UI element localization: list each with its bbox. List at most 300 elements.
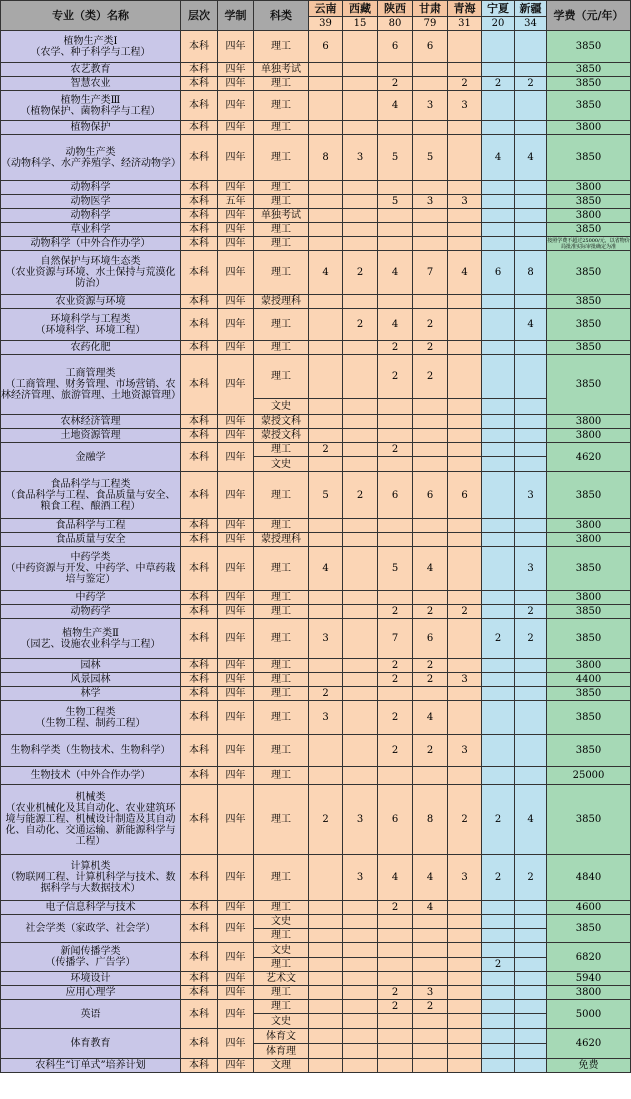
fee-cell: 6820 <box>547 943 631 972</box>
major-name: 应用心理学 <box>1 986 181 1000</box>
quota-cell: 3 <box>413 91 448 121</box>
category-cell: 理工 <box>254 135 309 181</box>
quota-cell <box>309 958 343 972</box>
quota-cell: 3 <box>309 701 343 735</box>
quota-shaanxi: 80 <box>378 17 413 31</box>
duration-cell: 四年 <box>218 135 254 181</box>
level-cell: 本科 <box>181 77 218 91</box>
table-row <box>1 591 631 605</box>
table-row <box>1 295 631 309</box>
quota-cell <box>309 195 343 209</box>
fee-cell: 3800 <box>547 181 631 195</box>
quota-cell: 3 <box>343 855 378 901</box>
level-cell: 本科 <box>181 673 218 687</box>
fee-cell: 3850 <box>547 195 631 209</box>
quota-cell <box>378 519 413 533</box>
quota-cell: 3 <box>309 619 343 659</box>
quota-cell <box>448 415 482 429</box>
quota-cell <box>448 659 482 673</box>
fee-cell: 3850 <box>547 355 631 415</box>
table-row <box>1 121 631 135</box>
quota-cell <box>482 91 515 121</box>
quota-cell <box>515 1059 547 1073</box>
major-name: 农林经济管理 <box>1 415 181 429</box>
quota-cell <box>343 958 378 972</box>
major-name: 电子信息科学与技术 <box>1 901 181 915</box>
quota-cell <box>378 687 413 701</box>
category-cell: 理工 <box>254 855 309 901</box>
quota-cell: 4 <box>448 251 482 295</box>
header-name: 专业（类）名称 <box>1 1 181 31</box>
category-cell: 理工 <box>254 901 309 915</box>
quota-cell: 2 <box>515 77 547 91</box>
fee-cell: 5000 <box>547 1000 631 1029</box>
level-cell: 本科 <box>181 309 218 341</box>
quota-cell <box>413 943 448 958</box>
table-row <box>1 63 631 77</box>
duration-cell: 五年 <box>218 195 254 209</box>
header-province-xizang: 西藏 <box>343 1 378 17</box>
quota-cell: 2 <box>343 472 378 519</box>
category-cell: 理工 <box>254 181 309 195</box>
quota-cell <box>309 1014 343 1029</box>
quota-cell <box>448 355 482 399</box>
category-cell: 艺术文 <box>254 972 309 986</box>
major-name: 植物生产类Ⅲ （植物保护、菌物科学与工程） <box>1 91 181 121</box>
duration-cell: 四年 <box>218 972 254 986</box>
quota-cell <box>448 943 482 958</box>
level-cell: 本科 <box>181 31 218 63</box>
duration-cell: 四年 <box>218 767 254 785</box>
quota-cell <box>343 619 378 659</box>
fee-cell: 3800 <box>547 533 631 547</box>
quota-cell <box>515 519 547 533</box>
category-cell: 理工 <box>254 619 309 659</box>
quota-cell <box>482 767 515 785</box>
quota-cell <box>413 443 448 457</box>
fee-cell: 3850 <box>547 63 631 77</box>
level-cell: 本科 <box>181 785 218 855</box>
level-cell: 本科 <box>181 735 218 767</box>
category-cell: 文史 <box>254 457 309 472</box>
level-cell: 本科 <box>181 547 218 591</box>
quota-cell <box>378 237 413 251</box>
quota-cell <box>482 121 515 135</box>
duration-cell: 四年 <box>218 31 254 63</box>
major-name: 土地资源管理 <box>1 429 181 443</box>
quota-cell <box>378 929 413 943</box>
level-cell: 本科 <box>181 135 218 181</box>
category-cell: 理工 <box>254 767 309 785</box>
major-name: 植物生产类Ⅱ （园艺、设施农业科学与工程） <box>1 619 181 659</box>
quota-cell <box>482 209 515 223</box>
table-row <box>1 673 631 687</box>
quota-cell <box>515 533 547 547</box>
quota-cell <box>482 355 515 399</box>
quota-cell <box>515 443 547 457</box>
quota-cell <box>448 399 482 415</box>
quota-cell: 4 <box>309 547 343 591</box>
fee-cell: 3850 <box>547 251 631 295</box>
quota-cell <box>482 915 515 929</box>
duration-cell: 四年 <box>218 687 254 701</box>
major-name: 计算机类 （物联网工程、计算机科学与技术、数据科学与大数据技术） <box>1 855 181 901</box>
quota-cell <box>515 195 547 209</box>
quota-cell: 2 <box>378 673 413 687</box>
major-name: 智慧农业 <box>1 77 181 91</box>
table-row <box>1 619 631 659</box>
quota-cell <box>482 1000 515 1014</box>
quota-cell <box>515 121 547 135</box>
header-province-ningxia: 宁夏 <box>482 1 515 17</box>
fee-cell: 按照学费不超过25000/元，以省物价局批准实际审批确定为准 <box>547 237 630 250</box>
quota-cell <box>448 986 482 1000</box>
quota-cell <box>413 767 448 785</box>
level-cell: 本科 <box>181 251 218 295</box>
quota-cell <box>413 181 448 195</box>
major-name: 环境科学与工程类 （环境科学、环境工程） <box>1 309 181 341</box>
major-name: 风景园林 <box>1 673 181 687</box>
quota-cell <box>515 659 547 673</box>
quota-cell: 2 <box>413 341 448 355</box>
quota-cell <box>343 547 378 591</box>
quota-cell <box>515 1029 547 1044</box>
category-cell: 体育理 <box>254 1044 309 1059</box>
quota-cell <box>482 399 515 415</box>
duration-cell: 四年 <box>218 547 254 591</box>
quota-cell <box>343 767 378 785</box>
fee-cell: 3800 <box>547 209 631 223</box>
table-row <box>1 901 631 915</box>
quota-cell <box>482 1059 515 1073</box>
quota-cell <box>448 237 482 251</box>
quota-cell <box>413 429 448 443</box>
quota-cell <box>448 701 482 735</box>
duration-cell: 四年 <box>218 295 254 309</box>
fee-cell: 4400 <box>547 673 631 687</box>
table-row <box>1 135 631 181</box>
quota-cell <box>413 687 448 701</box>
category-cell: 理工 <box>254 91 309 121</box>
quota-cell <box>448 209 482 223</box>
major-name: 动物药学 <box>1 605 181 619</box>
quota-cell <box>515 929 547 943</box>
level-cell: 本科 <box>181 533 218 547</box>
fee-cell: 3850 <box>547 472 631 519</box>
quota-cell <box>309 237 343 251</box>
quota-cell: 3 <box>515 472 547 519</box>
quota-cell <box>343 591 378 605</box>
quota-cell <box>343 735 378 767</box>
quota-gansu: 79 <box>413 17 448 31</box>
quota-cell: 3 <box>448 855 482 901</box>
level-cell: 本科 <box>181 443 218 472</box>
quota-cell <box>378 181 413 195</box>
duration-cell: 四年 <box>218 855 254 901</box>
fee-cell: 4620 <box>547 443 631 472</box>
level-cell: 本科 <box>181 355 218 415</box>
fee-cell: 3850 <box>547 309 631 341</box>
major-name: 体育教育 <box>1 1029 181 1059</box>
table-row <box>1 237 631 251</box>
fee-cell: 3850 <box>547 547 631 591</box>
quota-cell: 2 <box>413 309 448 341</box>
level-cell: 本科 <box>181 223 218 237</box>
category-cell: 文史 <box>254 915 309 929</box>
header-duration: 学制 <box>218 1 254 31</box>
quota-cell <box>482 31 515 63</box>
duration-cell: 四年 <box>218 943 254 972</box>
quota-cell <box>378 1059 413 1073</box>
quota-cell: 2 <box>378 735 413 767</box>
header-province-shaanxi: 陕西 <box>378 1 413 17</box>
table-row <box>1 972 631 986</box>
table-row <box>1 659 631 673</box>
category-cell: 文史 <box>254 943 309 958</box>
quota-cell: 6 <box>448 472 482 519</box>
category-cell: 蒙授文科 <box>254 429 309 443</box>
table-row <box>1 309 631 341</box>
quota-cell <box>482 457 515 472</box>
quota-cell <box>448 929 482 943</box>
quota-cell: 4 <box>378 855 413 901</box>
quota-cell <box>515 591 547 605</box>
quota-cell: 3 <box>413 195 448 209</box>
quota-cell <box>343 915 378 929</box>
duration-cell: 四年 <box>218 415 254 429</box>
quota-cell <box>343 457 378 472</box>
quota-cell <box>448 547 482 591</box>
quota-cell: 3 <box>515 547 547 591</box>
level-cell: 本科 <box>181 209 218 223</box>
table-row <box>1 91 631 121</box>
quota-cell <box>413 1014 448 1029</box>
major-name: 农药化肥 <box>1 341 181 355</box>
quota-cell <box>343 943 378 958</box>
duration-cell: 四年 <box>218 223 254 237</box>
category-cell: 理工 <box>254 659 309 673</box>
quota-cell <box>448 958 482 972</box>
category-cell: 理工 <box>254 251 309 295</box>
table-row <box>1 687 631 701</box>
quota-cell: 2 <box>343 251 378 295</box>
quota-cell <box>309 659 343 673</box>
quota-cell <box>343 181 378 195</box>
quota-cell: 4 <box>413 547 448 591</box>
table-row <box>1 986 631 1000</box>
quota-cell <box>343 63 378 77</box>
quota-cell: 2 <box>482 785 515 855</box>
quota-cell <box>343 533 378 547</box>
fee-cell: 3850 <box>547 31 631 63</box>
fee-cell: 3800 <box>547 659 631 673</box>
quota-cell <box>343 986 378 1000</box>
quota-cell <box>343 901 378 915</box>
major-name: 环境设计 <box>1 972 181 986</box>
quota-cell: 2 <box>413 355 448 399</box>
quota-cell <box>378 295 413 309</box>
quota-cell <box>378 767 413 785</box>
quota-cell <box>448 687 482 701</box>
quota-cell <box>413 415 448 429</box>
quota-cell <box>309 986 343 1000</box>
quota-cell <box>482 1029 515 1044</box>
fee-cell: 3800 <box>547 121 631 135</box>
major-name: 动物生产类 （动物科学、水产养殖学、经济动物学） <box>1 135 181 181</box>
quota-cell <box>515 1014 547 1029</box>
quota-cell <box>448 972 482 986</box>
quota-cell: 3 <box>448 195 482 209</box>
quota-cell <box>413 121 448 135</box>
table-row <box>1 533 631 547</box>
quota-cell: 5 <box>378 195 413 209</box>
quota-cell: 7 <box>413 251 448 295</box>
quota-cell <box>309 915 343 929</box>
category-cell: 文理 <box>254 1059 309 1073</box>
quota-cell: 4 <box>413 701 448 735</box>
quota-cell <box>343 295 378 309</box>
quota-cell: 5 <box>378 547 413 591</box>
quota-cell: 8 <box>515 251 547 295</box>
quota-cell <box>343 399 378 415</box>
quota-cell <box>309 121 343 135</box>
quota-cell: 5 <box>413 135 448 181</box>
fee-cell: 3850 <box>547 77 631 91</box>
quota-cell: 2 <box>448 785 482 855</box>
quota-cell <box>515 687 547 701</box>
table-row <box>1 195 631 209</box>
quota-cell: 6 <box>482 251 515 295</box>
quota-cell <box>515 429 547 443</box>
quota-cell <box>309 519 343 533</box>
major-name: 农科生“订单式”培养计划 <box>1 1059 181 1073</box>
fee-cell: 3800 <box>547 415 631 429</box>
major-name: 中药学 <box>1 591 181 605</box>
quota-cell: 3 <box>448 735 482 767</box>
category-cell: 理工 <box>254 443 309 457</box>
quota-cell <box>343 355 378 399</box>
header-province-xinjiang: 新疆 <box>515 1 547 17</box>
major-name: 英语 <box>1 1000 181 1029</box>
fee-cell: 3850 <box>547 915 631 943</box>
table-row <box>1 547 631 591</box>
quota-cell <box>413 223 448 237</box>
fee-cell: 3800 <box>547 986 631 1000</box>
quota-cell: 4 <box>413 901 448 915</box>
duration-cell: 四年 <box>218 341 254 355</box>
quota-cell <box>309 77 343 91</box>
quota-cell <box>309 1029 343 1044</box>
quota-cell <box>413 1044 448 1059</box>
quota-cell <box>448 619 482 659</box>
category-cell: 蒙授理科 <box>254 295 309 309</box>
category-cell: 理工 <box>254 309 309 341</box>
quota-cell <box>482 429 515 443</box>
fee-cell: 4600 <box>547 901 631 915</box>
table-row <box>1 605 631 619</box>
quota-cell: 2 <box>309 687 343 701</box>
quota-cell: 2 <box>378 986 413 1000</box>
major-name: 农艺教育 <box>1 63 181 77</box>
duration-cell: 四年 <box>218 901 254 915</box>
duration-cell: 四年 <box>218 121 254 135</box>
quota-cell <box>515 972 547 986</box>
table-row <box>1 767 631 785</box>
quota-cell <box>378 415 413 429</box>
table-row <box>1 1029 631 1044</box>
quota-cell <box>482 195 515 209</box>
quota-cell: 3 <box>343 135 378 181</box>
header-category: 科类 <box>254 1 309 31</box>
quota-cell: 3 <box>448 673 482 687</box>
major-name: 林学 <box>1 687 181 701</box>
quota-cell: 6 <box>309 31 343 63</box>
quota-cell <box>378 63 413 77</box>
category-cell: 文史 <box>254 399 309 415</box>
category-cell: 理工 <box>254 77 309 91</box>
quota-cell: 2 <box>413 673 448 687</box>
fee-cell: 3850 <box>547 135 631 181</box>
quota-cell <box>448 309 482 341</box>
quota-cell: 4 <box>309 251 343 295</box>
quota-cell <box>482 309 515 341</box>
quota-cell <box>482 223 515 237</box>
quota-cell <box>378 915 413 929</box>
quota-cell <box>448 1029 482 1044</box>
level-cell: 本科 <box>181 519 218 533</box>
quota-cell <box>309 223 343 237</box>
quota-cell <box>343 673 378 687</box>
quota-cell: 3 <box>343 785 378 855</box>
category-cell: 理工 <box>254 701 309 735</box>
major-name: 动物医学 <box>1 195 181 209</box>
duration-cell: 四年 <box>218 1059 254 1073</box>
quota-cell <box>343 605 378 619</box>
category-cell: 理工 <box>254 237 309 251</box>
fee-cell: 3850 <box>547 619 631 659</box>
quota-cell <box>378 121 413 135</box>
quota-cell: 2 <box>482 958 515 972</box>
fee-cell: 3850 <box>547 91 631 121</box>
fee-cell: 25000 <box>547 767 631 785</box>
level-cell: 本科 <box>181 659 218 673</box>
quota-cell <box>482 673 515 687</box>
quota-cell: 3 <box>413 986 448 1000</box>
quota-cell: 2 <box>378 701 413 735</box>
duration-cell: 四年 <box>218 1000 254 1029</box>
quota-cell: 2 <box>378 355 413 399</box>
duration-cell: 四年 <box>218 785 254 855</box>
quota-cell <box>448 31 482 63</box>
major-name: 生物科学类（生物技术、生物科学） <box>1 735 181 767</box>
major-name: 植物保护 <box>1 121 181 135</box>
quota-cell <box>378 1029 413 1044</box>
level-cell: 本科 <box>181 972 218 986</box>
quota-cell <box>482 472 515 519</box>
quota-cell <box>309 767 343 785</box>
quota-cell <box>413 295 448 309</box>
quota-cell <box>309 399 343 415</box>
duration-cell: 四年 <box>218 673 254 687</box>
level-cell: 本科 <box>181 121 218 135</box>
quota-cell <box>343 443 378 457</box>
quota-cell: 2 <box>448 77 482 91</box>
quota-cell <box>309 429 343 443</box>
duration-cell: 四年 <box>218 659 254 673</box>
quota-cell: 2 <box>413 1000 448 1014</box>
quota-cell: 2 <box>413 605 448 619</box>
duration-cell: 四年 <box>218 986 254 1000</box>
